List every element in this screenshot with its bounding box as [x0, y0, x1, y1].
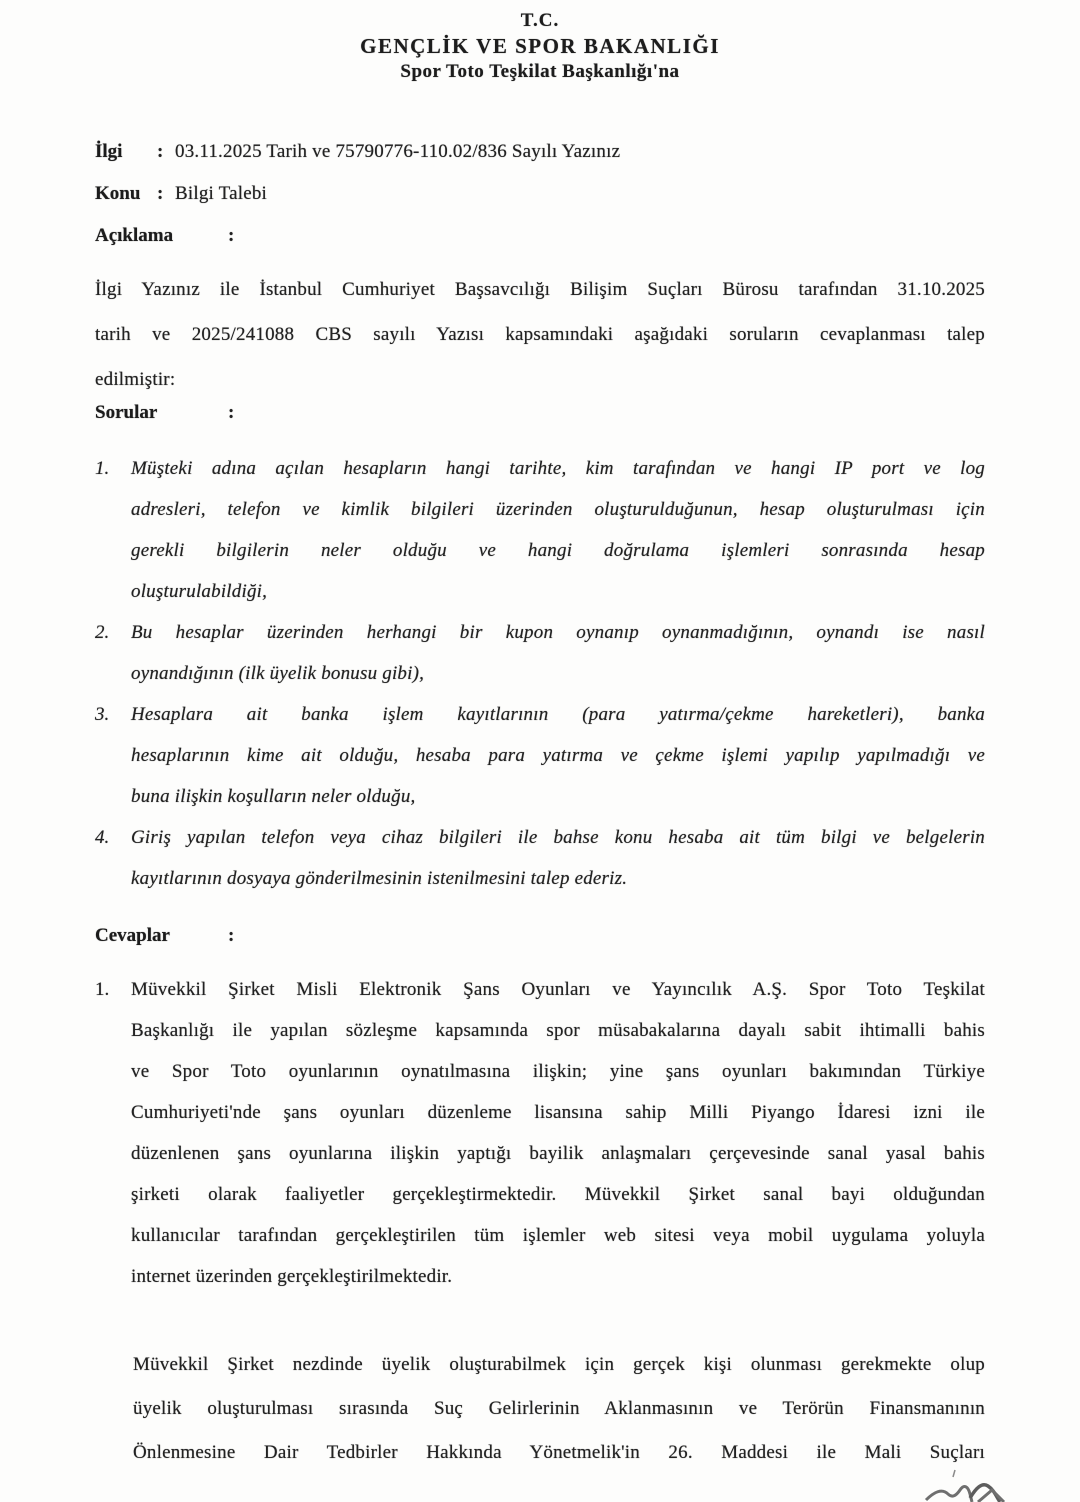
ilgi-label: İlgi: [95, 141, 123, 162]
question-line: Bu hesaplar üzerinden herhangi bir kupon oynanıp oynanmadığının, oynandı ise nasıl: [131, 622, 985, 643]
question-number: 1.: [95, 458, 110, 479]
aciklama-label: Açıklama: [95, 225, 174, 246]
letterhead: [95, 8, 985, 85]
meta-row-aciklama: [95, 225, 985, 267]
ilgi-colon: :: [157, 141, 164, 162]
answer-line: ve Spor Toto oyunlarının oynatılmasına ilişkin; yine şans oyunları bakımından Türkiye: [131, 1061, 985, 1082]
question-item-4: [95, 817, 985, 899]
question-line: gerekli bilgilerin neler olduğu ve hangi doğrulama işlemleri sonrasında hesap: [131, 540, 985, 561]
konu-label: Konu: [95, 183, 141, 204]
question-line: Hesaplara ait banka işlem kayıtlarının (para yatırma/çekme hareketleri), banka: [131, 704, 985, 725]
question-line: Müşteki adına açılan hesapların hangi tarihte, kim tarafından ve hangi IP port ve log: [131, 458, 985, 479]
cevaplar-label: Cevaplar: [95, 925, 170, 946]
answer-line: şirketi olarak faaliyetler gerçekleştirmektedir. Müvekkil Şirket sanal bayi olduğundan: [131, 1184, 985, 1205]
question-number: 3.: [95, 704, 110, 725]
pen-scribble-mark: [908, 1452, 1018, 1502]
question-line: oluşturulabildiği,: [131, 581, 268, 602]
konu-value: Bilgi Talebi: [175, 183, 268, 204]
meta-row-ilgi: [95, 141, 985, 183]
meta-block: [95, 141, 985, 267]
paragraph-line: İlgi Yazınız ile İstanbul Cumhuriyet Başsavcılığı Bilişim Suçları Bürosu tarafından 31.10.2025: [95, 279, 985, 300]
question-line: hesaplarının kime ait olduğu, hesaba para yatırma ve çekme işlemi yapılıp yapılmadığı ve: [131, 745, 985, 766]
paragraph-line: edilmiştir:: [95, 369, 176, 390]
letterhead-recipient: Spor Toto Teşkilat Başkanlığı'na: [400, 61, 680, 82]
paragraph-line: Müvekkil Şirket nezdinde üyelik oluşturabilmek için gerçek kişi olunması gerekmekte olup: [133, 1354, 985, 1375]
konu-colon: :: [157, 183, 164, 204]
answer-paragraph-2: [133, 1343, 985, 1475]
ilgi-value: 03.11.2025 Tarih ve 75790776-110.02/836 Sayılı Yazınız: [175, 141, 621, 162]
document-content: [95, 8, 985, 1475]
cevaplar-colon: :: [228, 925, 235, 946]
paragraph-line: üyelik oluşturulması sırasında Suç Gelirlerinin Aklanmasının ve Terörün Finansmanının: [133, 1398, 985, 1419]
answer-line: düzenlenen şans oyunlarına ilişkin yaptığı bayilik anlaşmaları çerçevesinde sanal yasal bahis: [131, 1143, 985, 1164]
question-number: 2.: [95, 622, 110, 643]
paragraph-line: tarih ve 2025/241088 CBS sayılı Yazısı kapsamındaki aşağıdaki soruların cevaplanması talep: [95, 324, 985, 345]
answer-item-1: [95, 969, 985, 1297]
aciklama-colon: :: [228, 225, 235, 246]
meta-row-konu: [95, 183, 985, 225]
letterhead-ministry: GENÇLİK VE SPOR BAKANLIĞI: [360, 34, 720, 58]
cevaplar-list: [95, 969, 985, 1297]
sorular-list: [95, 448, 985, 899]
question-number: 4.: [95, 827, 110, 848]
question-item-2: [95, 612, 985, 694]
letterhead-tc: T.C.: [520, 10, 560, 31]
answer-line: Başkanlığı ile yapılan sözleşme kapsamında spor müsabakalarına dayalı sabit ihtimalli bahis: [131, 1020, 985, 1041]
question-line: buna ilişkin koşulların neler olduğu,: [131, 786, 416, 807]
answer-line: Müvekkil Şirket Misli Elektronik Şans Oyunları ve Yayıncılık A.Ş. Spor Toto Teşkilat: [131, 979, 985, 1000]
cevaplar-heading: [95, 925, 985, 965]
question-line: Giriş yapılan telefon veya cihaz bilgileri ile bahse konu hesaba ait tüm bilgi ve belgelerin: [131, 827, 985, 848]
question-text: [131, 448, 985, 612]
answer-line: kullanıcılar tarafından gerçekleştirilen tüm işlemler web sitesi veya mobil uygulama yoluyla: [131, 1225, 985, 1246]
answer-text: [131, 969, 985, 1297]
question-line: adresleri, telefon ve kimlik bilgileri üzerinden oluşturulduğunun, hesap oluşturulması için: [131, 499, 985, 520]
question-item-1: [95, 448, 985, 612]
aciklama-paragraph: [95, 267, 985, 402]
answer-line: internet üzerinden gerçekleştirilmektedir.: [131, 1266, 453, 1287]
sorular-heading: [95, 402, 985, 442]
question-text: [131, 694, 985, 817]
question-text: [131, 612, 985, 694]
question-line: oynandığının (ilk üyelik bonusu gibi),: [131, 663, 425, 684]
sorular-label: Sorular: [95, 402, 158, 423]
answer-number: 1.: [95, 979, 110, 1000]
paragraph-line: Önlenmesine Dair Tedbirler Hakkında Yönetmelik'in 26. Maddesi ile Mali Suçları: [133, 1442, 985, 1463]
sorular-colon: :: [228, 402, 235, 423]
answer-line: Cumhuriyeti'nde şans oyunları düzenleme lisansına sahip Milli Piyango İdaresi izni ile: [131, 1102, 985, 1123]
question-item-3: [95, 694, 985, 817]
question-line: kayıtlarının dosyaya gönderilmesinin istenilmesini talep ederiz.: [131, 868, 628, 889]
question-text: [131, 817, 985, 899]
